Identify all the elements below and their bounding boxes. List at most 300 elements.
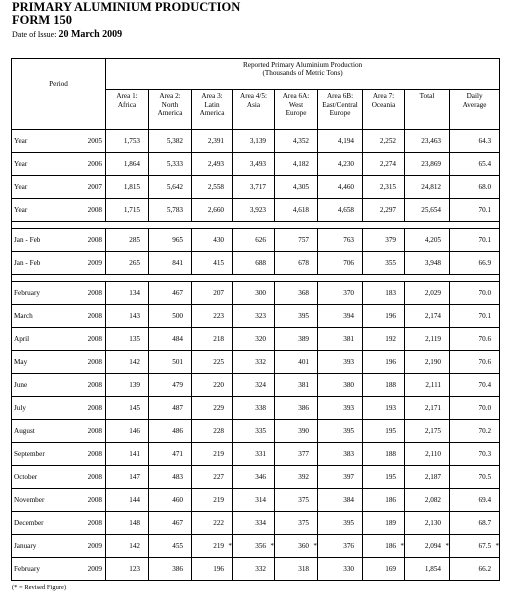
column-header <box>233 90 275 130</box>
value-text: 331 <box>255 450 267 458</box>
value-text: 384 <box>343 496 355 504</box>
value-cell <box>405 282 450 305</box>
value-text: 70.3 <box>478 450 492 458</box>
value-cell <box>450 489 500 512</box>
value-text: 2,082 <box>424 496 442 504</box>
value-text: 763 <box>343 236 355 244</box>
value-text: 5,642 <box>166 183 184 191</box>
value-text: 393 <box>343 404 355 412</box>
revised-mark: * <box>445 542 450 550</box>
value-cell <box>363 229 405 252</box>
value-text: 397 <box>343 473 355 481</box>
value-text: 195 <box>385 427 397 435</box>
value-text: 186 <box>385 542 397 550</box>
value-text: 2,391 <box>207 137 225 145</box>
value-text: 64.3 <box>478 137 492 145</box>
value-text: 375 <box>298 496 310 504</box>
value-text: 219 <box>213 450 225 458</box>
value-cell <box>318 229 363 252</box>
value-text: 196 <box>385 358 397 366</box>
column-header <box>106 90 149 130</box>
value-text: 188 <box>385 381 397 389</box>
revised-mark: * <box>313 542 318 550</box>
value-cell <box>192 153 233 176</box>
value-cell <box>318 351 363 374</box>
spacer-cell <box>12 275 500 282</box>
value-cell <box>192 512 233 535</box>
value-text: 70.1 <box>478 236 492 244</box>
value-cell <box>405 153 450 176</box>
value-text: 70.6 <box>478 358 492 366</box>
value-cell <box>275 420 318 443</box>
value-cell <box>318 535 363 558</box>
value-text: 2,493 <box>207 160 225 168</box>
column-header-line: Area 2: <box>159 92 181 101</box>
value-cell <box>192 199 233 222</box>
value-cell <box>275 305 318 328</box>
value-text: 471 <box>172 450 184 458</box>
table-row <box>12 282 500 305</box>
table-row <box>12 466 500 489</box>
value-text: 23,869 <box>421 160 442 168</box>
table-row <box>12 420 500 443</box>
value-cell <box>149 153 192 176</box>
value-cell <box>233 328 275 351</box>
value-cell <box>450 397 500 420</box>
value-text: 207 <box>213 289 225 297</box>
value-cell <box>233 176 275 199</box>
column-header-line: Area 6B: <box>326 92 354 101</box>
value-text: 228 <box>213 427 225 435</box>
value-cell <box>233 229 275 252</box>
value-cell <box>318 252 363 275</box>
value-text: 379 <box>385 236 397 244</box>
value-text: 69.4 <box>478 496 492 504</box>
table-row <box>12 229 500 252</box>
table-row <box>12 176 500 199</box>
value-text: 2,187 <box>424 473 442 481</box>
value-cell <box>233 130 275 153</box>
value-text: 1,854 <box>424 565 442 573</box>
value-cell <box>405 130 450 153</box>
period-label: Year <box>12 199 82 222</box>
table-row <box>12 252 500 275</box>
value-cell <box>275 282 318 305</box>
value-cell <box>450 328 500 351</box>
value-cell <box>450 443 500 466</box>
form-number: FORM 150 <box>12 13 73 27</box>
value-text: 2,274 <box>379 160 397 168</box>
value-cell <box>149 466 192 489</box>
value-cell <box>275 252 318 275</box>
value-cell <box>450 420 500 443</box>
value-cell <box>192 443 233 466</box>
value-cell <box>275 512 318 535</box>
period-year: 2008 <box>82 466 106 489</box>
value-text: 66.9 <box>478 259 492 267</box>
value-text: 688 <box>255 259 267 267</box>
value-cell <box>106 535 149 558</box>
value-cell <box>192 130 233 153</box>
value-text: 467 <box>172 519 184 527</box>
value-cell <box>363 420 405 443</box>
value-cell <box>233 282 275 305</box>
value-cell <box>233 374 275 397</box>
value-text: 395 <box>343 519 355 527</box>
value-cell <box>192 252 233 275</box>
value-cell <box>318 558 363 581</box>
value-cell <box>405 397 450 420</box>
column-header <box>318 90 363 130</box>
value-text: 2,315 <box>379 183 397 191</box>
value-text: 70.6 <box>478 335 492 343</box>
value-text: 70.5 <box>478 473 492 481</box>
value-cell <box>363 374 405 397</box>
value-cell <box>363 153 405 176</box>
value-text: 324 <box>255 381 267 389</box>
value-text: 332 <box>255 358 267 366</box>
value-text: 395 <box>298 312 310 320</box>
period-year: 2006 <box>82 153 106 176</box>
production-table <box>11 58 500 581</box>
column-header-line: America <box>157 108 183 117</box>
value-text: 285 <box>129 236 141 244</box>
value-text: 218 <box>213 335 225 343</box>
period-year: 2008 <box>82 282 106 305</box>
value-cell <box>318 153 363 176</box>
value-text: 65.4 <box>478 160 492 168</box>
spacer-row <box>12 275 500 282</box>
value-text: 380 <box>343 381 355 389</box>
table-row <box>12 328 500 351</box>
value-text: 2,130 <box>424 519 442 527</box>
value-text: 25,654 <box>421 206 442 214</box>
table-body <box>12 130 500 581</box>
period-label: May <box>12 351 82 374</box>
period-label: March <box>12 305 82 328</box>
value-text: 394 <box>343 312 355 320</box>
value-cell <box>149 351 192 374</box>
value-text: 219 <box>213 496 225 504</box>
table-row <box>12 305 500 328</box>
issue-date-line <box>12 29 122 40</box>
value-text: 1,753 <box>123 137 141 145</box>
value-text: 227 <box>213 473 225 481</box>
value-cell <box>149 229 192 252</box>
value-text: 395 <box>343 427 355 435</box>
period-year: 2009 <box>82 558 106 581</box>
value-text: 757 <box>298 236 310 244</box>
value-cell <box>192 466 233 489</box>
value-text: 368 <box>298 289 310 297</box>
value-text: 626 <box>255 236 267 244</box>
column-header <box>450 90 500 130</box>
value-text: 70.0 <box>478 404 492 412</box>
value-text: 147 <box>129 473 141 481</box>
value-cell <box>149 489 192 512</box>
value-cell <box>233 558 275 581</box>
table-row <box>12 199 500 222</box>
value-cell <box>405 420 450 443</box>
value-cell <box>363 443 405 466</box>
value-text: 318 <box>298 565 310 573</box>
value-cell <box>363 252 405 275</box>
revised-mark: * <box>495 542 500 550</box>
value-text: 2,252 <box>379 137 397 145</box>
value-cell <box>149 252 192 275</box>
value-text: 142 <box>129 358 141 366</box>
value-text: 148 <box>129 519 141 527</box>
value-text: 4,182 <box>292 160 310 168</box>
value-cell <box>149 282 192 305</box>
value-cell <box>275 466 318 489</box>
value-text: 134 <box>129 289 141 297</box>
value-cell <box>149 512 192 535</box>
value-cell <box>450 374 500 397</box>
period-year: 2008 <box>82 420 106 443</box>
value-cell <box>106 328 149 351</box>
value-cell <box>405 374 450 397</box>
value-cell <box>106 558 149 581</box>
value-cell <box>192 374 233 397</box>
value-cell <box>149 328 192 351</box>
value-cell <box>405 229 450 252</box>
value-text: 24,812 <box>421 183 442 191</box>
value-cell <box>192 176 233 199</box>
value-cell <box>405 176 450 199</box>
value-text: 1,815 <box>123 183 141 191</box>
value-cell <box>192 351 233 374</box>
period-label: February <box>12 282 82 305</box>
value-text: 320 <box>255 335 267 343</box>
value-cell <box>318 466 363 489</box>
value-cell <box>106 153 149 176</box>
value-text: 356 <box>255 542 267 550</box>
value-cell <box>106 252 149 275</box>
value-cell <box>106 176 149 199</box>
value-text: 332 <box>255 565 267 573</box>
value-text: 219 <box>213 542 225 550</box>
value-cell <box>233 153 275 176</box>
value-text: 2,171 <box>424 404 442 412</box>
table-row <box>12 558 500 581</box>
value-text: 338 <box>255 404 267 412</box>
value-text: 183 <box>385 289 397 297</box>
value-text: 2,110 <box>425 450 442 458</box>
period-year: 2008 <box>82 374 106 397</box>
value-text: 3,923 <box>249 206 267 214</box>
value-text: 323 <box>255 312 267 320</box>
value-text: 841 <box>172 259 184 267</box>
value-cell <box>405 252 450 275</box>
value-cell <box>275 489 318 512</box>
value-cell <box>450 305 500 328</box>
value-text: 135 <box>129 335 141 343</box>
value-cell <box>233 252 275 275</box>
value-text: 486 <box>172 427 184 435</box>
value-text: 370 <box>343 289 355 297</box>
value-cell <box>363 489 405 512</box>
period-year: 2009 <box>82 252 106 275</box>
value-text: 70.4 <box>478 381 492 389</box>
value-text: 4,230 <box>337 160 355 168</box>
value-cell <box>450 199 500 222</box>
value-cell <box>405 489 450 512</box>
value-cell <box>275 535 318 558</box>
value-text: 300 <box>255 289 267 297</box>
table-row <box>12 130 500 153</box>
value-cell <box>363 199 405 222</box>
spacer-row <box>12 222 500 229</box>
value-text: 360 <box>298 542 310 550</box>
value-cell <box>233 305 275 328</box>
group-header <box>106 59 500 90</box>
value-cell <box>318 199 363 222</box>
value-text: 355 <box>385 259 397 267</box>
period-year: 2009 <box>82 535 106 558</box>
group-header-line2: (Thousands of Metric Tons) <box>262 69 343 78</box>
issue-date: 20 March 2009 <box>58 29 123 40</box>
value-text: 483 <box>172 473 184 481</box>
value-text: 2,174 <box>424 312 442 320</box>
revised-mark: * <box>228 542 233 550</box>
value-cell <box>405 305 450 328</box>
value-cell <box>405 199 450 222</box>
value-text: 70.0 <box>478 289 492 297</box>
period-label: June <box>12 374 82 397</box>
value-text: 123 <box>129 565 141 573</box>
value-text: 192 <box>385 335 397 343</box>
value-text: 334 <box>255 519 267 527</box>
column-header-line: North <box>161 100 179 109</box>
value-cell <box>450 558 500 581</box>
value-cell <box>275 328 318 351</box>
value-cell <box>106 199 149 222</box>
value-text: 314 <box>255 496 267 504</box>
value-cell <box>149 199 192 222</box>
value-cell <box>318 130 363 153</box>
value-cell <box>318 328 363 351</box>
period-label: July <box>12 397 82 420</box>
value-cell <box>106 374 149 397</box>
value-text: 430 <box>213 236 225 244</box>
column-header-line: Daily <box>466 92 483 101</box>
value-cell <box>106 397 149 420</box>
value-text: 188 <box>385 450 397 458</box>
value-cell <box>450 466 500 489</box>
value-cell <box>233 420 275 443</box>
value-cell <box>275 443 318 466</box>
table-row <box>12 512 500 535</box>
value-text: 4,618 <box>292 206 310 214</box>
value-cell <box>450 252 500 275</box>
value-cell <box>192 489 233 512</box>
value-text: 1,715 <box>123 206 141 214</box>
value-text: 386 <box>172 565 184 573</box>
value-text: 381 <box>298 381 310 389</box>
value-text: 139 <box>129 381 141 389</box>
value-text: 70.1 <box>478 206 492 214</box>
value-cell <box>450 535 500 558</box>
value-text: 70.1 <box>478 312 492 320</box>
value-cell <box>450 351 500 374</box>
value-text: 2,660 <box>207 206 225 214</box>
period-label: Year <box>12 130 82 153</box>
value-cell <box>363 282 405 305</box>
value-text: 501 <box>172 358 184 366</box>
period-year: 2008 <box>82 397 106 420</box>
value-text: 3,139 <box>249 137 267 145</box>
value-text: 377 <box>298 450 310 458</box>
value-text: 67.5 <box>478 542 492 550</box>
value-text: 386 <box>298 404 310 412</box>
value-cell <box>363 535 405 558</box>
table-row <box>12 153 500 176</box>
value-cell <box>106 282 149 305</box>
period-year: 2008 <box>82 512 106 535</box>
value-text: 142 <box>129 542 141 550</box>
value-text: 401 <box>298 358 310 366</box>
column-header <box>149 90 192 130</box>
value-text: 455 <box>172 542 184 550</box>
value-text: 390 <box>298 427 310 435</box>
value-cell <box>233 466 275 489</box>
value-text: 229 <box>213 404 225 412</box>
table-row <box>12 489 500 512</box>
value-text: 2,175 <box>424 427 442 435</box>
value-cell <box>318 512 363 535</box>
value-text: 484 <box>172 335 184 343</box>
value-text: 467 <box>172 289 184 297</box>
value-text: 4,205 <box>424 236 442 244</box>
value-text: 5,783 <box>166 206 184 214</box>
period-label: April <box>12 328 82 351</box>
value-cell <box>363 351 405 374</box>
value-text: 66.2 <box>478 565 492 573</box>
value-cell <box>363 328 405 351</box>
value-cell <box>192 282 233 305</box>
value-cell <box>363 466 405 489</box>
value-cell <box>363 176 405 199</box>
period-label: Year <box>12 153 82 176</box>
value-text: 375 <box>298 519 310 527</box>
value-text: 500 <box>172 312 184 320</box>
value-cell <box>405 558 450 581</box>
group-header-line1: Reported Primary Aluminium Production <box>242 61 363 69</box>
table-row <box>12 535 500 558</box>
period-year: 2008 <box>82 489 106 512</box>
value-text: 2,558 <box>207 183 225 191</box>
value-cell <box>405 466 450 489</box>
value-text: 381 <box>343 335 355 343</box>
value-cell <box>450 282 500 305</box>
value-cell <box>275 130 318 153</box>
value-text: 195 <box>385 473 397 481</box>
report-title: PRIMARY ALUMINIUM PRODUCTION <box>12 0 241 14</box>
period-label: September <box>12 443 82 466</box>
value-text: 225 <box>213 358 225 366</box>
value-text: 68.7 <box>478 519 492 527</box>
value-text: 2,111 <box>425 381 442 389</box>
value-text: 965 <box>172 236 184 244</box>
column-header-line: Area 4/5: <box>240 92 267 101</box>
value-text: 383 <box>343 450 355 458</box>
value-text: 376 <box>343 542 355 550</box>
value-text: 4,460 <box>337 183 355 191</box>
value-cell <box>106 351 149 374</box>
value-text: 265 <box>129 259 141 267</box>
value-cell <box>106 305 149 328</box>
